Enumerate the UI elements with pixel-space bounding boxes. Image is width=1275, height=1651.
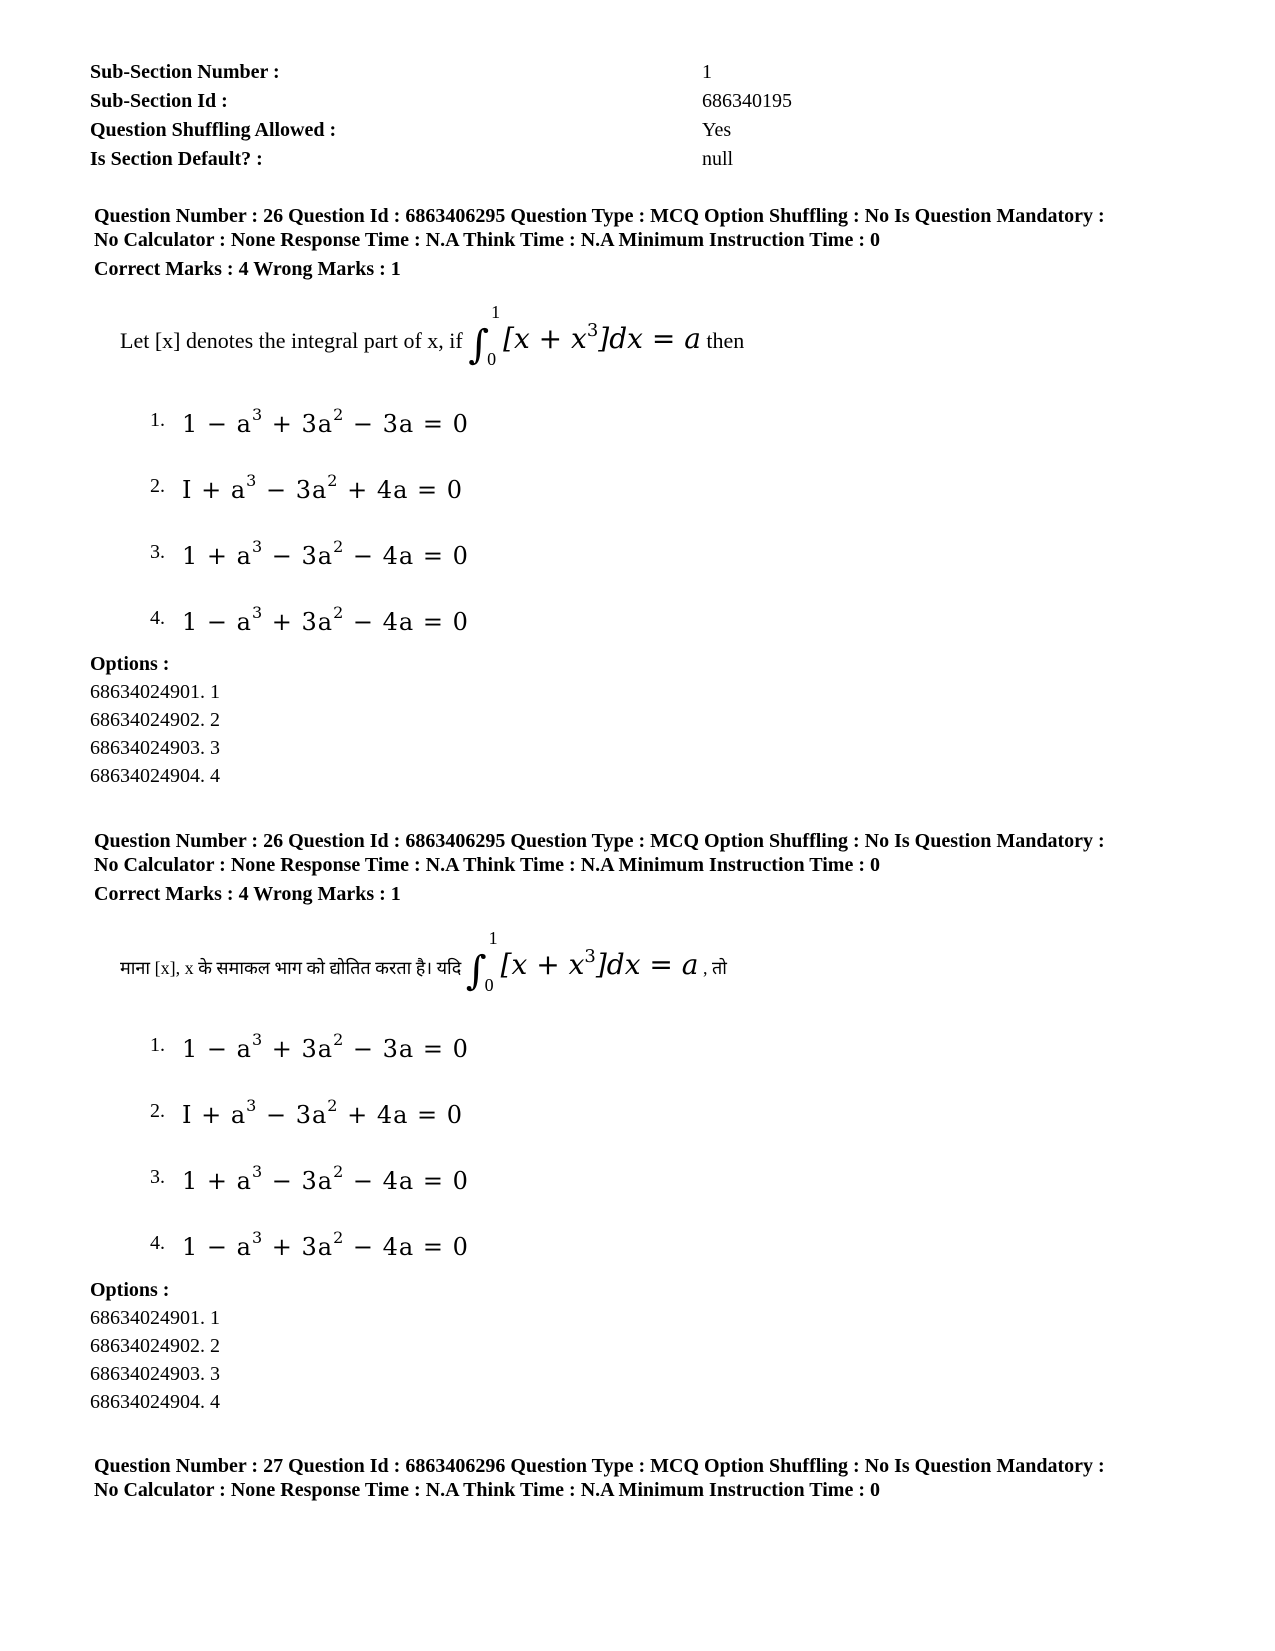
question-text-after: then [706, 328, 745, 353]
choice-number: 4. [150, 607, 165, 629]
choice-number: 1. [150, 1034, 165, 1056]
question-header-line: Question Number : 27 Question Id : 6863406296 Question Type : MCQ Option Shuffling : No Is Question Mandatory : [94, 1455, 1105, 1477]
answer-choice [150, 537, 469, 603]
answer-choice [150, 1096, 469, 1162]
exponent: 3 [584, 946, 596, 967]
integrand-open: [x + x [500, 948, 585, 981]
meta-row [90, 145, 990, 174]
choice-equation: $1 - a^3 + 3a^2 - 3a = 0$ [182, 1030, 469, 1063]
question-text [120, 302, 745, 369]
choice-equation: $1 - a^3 + 3a^2 - 3a = 0$ [182, 405, 469, 438]
answer-choices [150, 1030, 469, 1294]
integral-upper: 1 [488, 928, 498, 948]
integral-lower: 0 [484, 975, 494, 995]
meta-label: Is Section Default? : [90, 148, 263, 170]
question-header-line: No Calculator : None Response Time : N.A Think Time : N.A Minimum Instruction Time : 0 [94, 229, 880, 251]
question-text [120, 928, 727, 995]
answer-choice [150, 1030, 469, 1096]
integral-lower: 0 [487, 349, 497, 369]
question-header [94, 1454, 1244, 1502]
answer-choices [150, 405, 469, 669]
meta-row [90, 58, 990, 87]
question-text-before: माना [x], x के समाकल भाग को द्योतित करता है। यदि [120, 958, 462, 978]
choice-number: 3. [150, 1166, 165, 1188]
answer-choice [150, 471, 469, 537]
option-item: 68634024901. 1 [90, 681, 220, 703]
section-meta [90, 58, 990, 174]
integral-symbol: ∫ [468, 322, 490, 368]
meta-value: null [702, 148, 734, 170]
meta-label: Question Shuffling Allowed : [90, 119, 337, 141]
choice-number: 2. [150, 475, 165, 497]
integral-symbol: ∫ [465, 948, 487, 994]
option-item: 68634024904. 4 [90, 1391, 220, 1413]
integrand [501, 948, 699, 981]
integrand-open: [x + x [503, 322, 587, 355]
question-marks: Correct Marks : 4 Wrong Marks : 1 [94, 883, 401, 905]
options-title: Options : [90, 1279, 170, 1301]
integrand-close: ]dx = a [595, 948, 699, 981]
choice-equation: $1 + a^3 - 3a^2 - 4a = 0$ [182, 1162, 469, 1195]
answer-choice [150, 1162, 469, 1228]
meta-row [90, 116, 990, 145]
choice-equation: $I + a^3 - 3a^2 + 4a = 0$ [182, 471, 464, 504]
options-title: Options : [90, 653, 170, 675]
question-header-line: Question Number : 26 Question Id : 6863406295 Question Type : MCQ Option Shuffling : No Is Question Mandatory : [94, 205, 1105, 227]
option-item: 68634024903. 3 [90, 737, 220, 759]
integral-limits [484, 928, 501, 995]
choice-number: 1. [150, 409, 165, 431]
choice-number: 3. [150, 541, 165, 563]
options-list [90, 1276, 220, 1416]
meta-value: Yes [702, 119, 732, 141]
question-header [94, 204, 1244, 281]
choice-number: 2. [150, 1100, 165, 1122]
choice-equation: $1 - a^3 + 3a^2 - 4a = 0$ [182, 1228, 469, 1261]
integral-limits [487, 302, 503, 369]
option-item: 68634024902. 2 [90, 1335, 220, 1357]
choice-equation: $1 + a^3 - 3a^2 - 4a = 0$ [182, 537, 469, 570]
question-header-line: Question Number : 26 Question Id : 6863406295 Question Type : MCQ Option Shuffling : No Is Question Mandatory : [94, 830, 1105, 852]
integrand [503, 322, 701, 355]
question-header-line: No Calculator : None Response Time : N.A Think Time : N.A Minimum Instruction Time : 0 [94, 1479, 880, 1501]
meta-label: Sub-Section Number : [90, 61, 280, 83]
question-text-before: Let [x] denotes the integral part of x, if [120, 328, 463, 353]
question-marks: Correct Marks : 4 Wrong Marks : 1 [94, 258, 401, 280]
question-header-line: No Calculator : None Response Time : N.A Think Time : N.A Minimum Instruction Time : 0 [94, 854, 880, 876]
integral-upper: 1 [491, 302, 501, 322]
meta-label: Sub-Section Id : [90, 90, 228, 112]
option-item: 68634024902. 2 [90, 709, 220, 731]
answer-choice [150, 405, 469, 471]
option-item: 68634024903. 3 [90, 1363, 220, 1385]
meta-value: 1 [702, 61, 712, 83]
option-item: 68634024901. 1 [90, 1307, 220, 1329]
meta-value: 686340195 [702, 90, 792, 112]
question-header [94, 829, 1244, 906]
choice-equation: $1 - a^3 + 3a^2 - 4a = 0$ [182, 603, 469, 636]
choice-number: 4. [150, 1232, 165, 1254]
exponent: 3 [586, 320, 599, 341]
option-item: 68634024904. 4 [90, 765, 220, 787]
question-text-after: , तो [702, 958, 727, 978]
meta-row [90, 87, 990, 116]
integrand-close: ]dx = a [598, 322, 701, 355]
options-list [90, 650, 220, 790]
choice-equation: $I + a^3 - 3a^2 + 4a = 0$ [182, 1096, 464, 1129]
